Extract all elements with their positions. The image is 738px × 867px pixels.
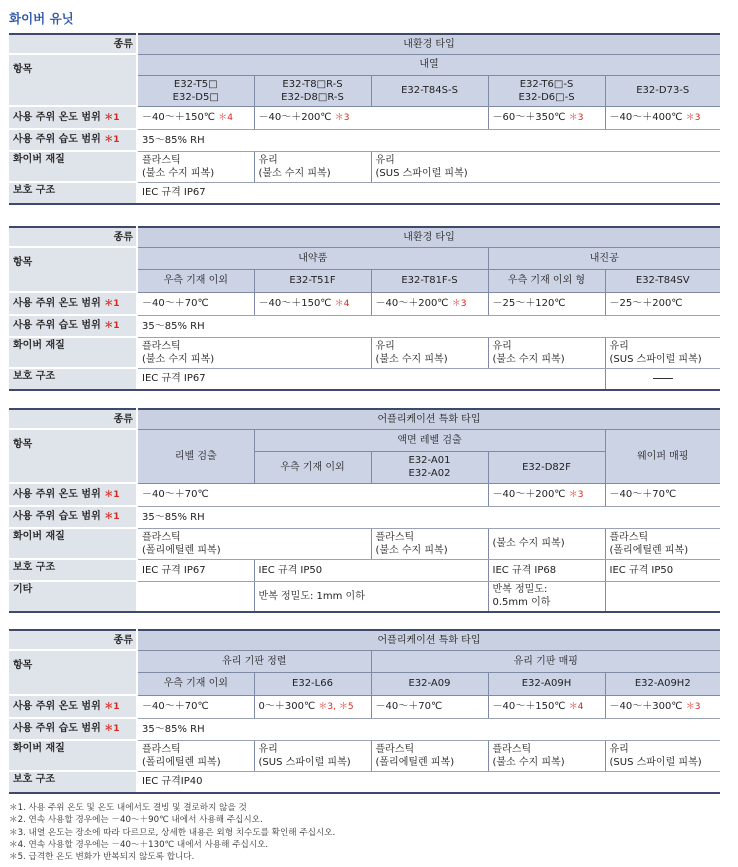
page-title: 화이버 유닛	[9, 11, 74, 26]
model-header: E32-T84S-S	[371, 75, 488, 106]
item-label: 항목	[9, 54, 137, 106]
model-header: E32-L66	[254, 672, 371, 695]
protection-value: IEC 규격 IP68	[488, 559, 605, 581]
material-value: 플라스틱 (폴리에틸렌 피복)	[137, 528, 371, 559]
model-header: 우측 기재 이외	[137, 672, 254, 695]
material-value: 플라스틱 (불소 수지 피복)	[488, 740, 605, 771]
temp-value: －60～＋350℃ ＊3	[488, 106, 605, 129]
type-label: 종류	[9, 630, 137, 650]
other-value: 반복 정밀도: 0.5mm 이하	[488, 581, 605, 612]
protection-value: IEC 규격IP40	[137, 771, 720, 793]
material-value: 유리 (불소 수지 피복)	[371, 337, 488, 368]
other-label: 기타	[9, 581, 137, 612]
temp-label: 사용 주위 온도 범위 ＊1	[9, 695, 137, 718]
humidity-value: 35～85% RH	[137, 718, 720, 740]
sub-header: 내진공	[488, 247, 720, 269]
model-header: E32-T84SV	[605, 269, 720, 292]
material-value: 플라스틱 (폴리에틸렌 피복)	[137, 740, 254, 771]
protection-value: IEC 규격 IP67	[137, 559, 254, 581]
model-header: E32-D73-S	[605, 75, 720, 106]
temp-value: －40～＋300℃ ＊3	[605, 695, 720, 718]
temp-value: －40～＋150℃ ＊4	[137, 106, 254, 129]
model-header: 우측 기재 이외	[254, 451, 371, 483]
type-label: 종류	[9, 34, 137, 54]
temp-value: －40～＋150℃ ＊4	[254, 292, 371, 315]
sub-header: 내약품	[137, 247, 488, 269]
protection-label: 보호 구조	[9, 368, 137, 390]
humidity-label: 사용 주위 습도 범위 ＊1	[9, 718, 137, 740]
category-header: 어플리케이션 특화 타입	[137, 630, 720, 650]
model-header: E32-A01 E32-A02	[371, 451, 488, 483]
item-label: 항목	[9, 650, 137, 695]
humidity-label: 사용 주위 습도 범위 ＊1	[9, 315, 137, 337]
material-value: 유리 (불소 수지 피복)	[254, 151, 371, 182]
temp-value: 0～＋300℃ ＊3, ＊5	[254, 695, 371, 718]
footnotes	[9, 802, 720, 863]
footnote: ＊2. 연속 사용할 경우에는 －40～＋90℃ 내에서 사용해 주십시오.	[9, 815, 263, 826]
material-label: 화이버 재질	[9, 528, 137, 559]
temp-label: 사용 주위 온도 범위 ＊1	[9, 292, 137, 315]
temp-value: －40～＋70℃	[371, 695, 488, 718]
material-label: 화이버 재질	[9, 740, 137, 771]
material-value: 플라스틱 (폴리에틸렌 피복)	[371, 740, 488, 771]
model-header: E32-T8□R-S E32-D8□R-S	[254, 75, 371, 106]
model-header: 우측 기재 이외 형	[488, 269, 605, 292]
protection-value: IEC 규격 IP67	[137, 368, 605, 390]
protection-value-none	[605, 368, 720, 390]
type-label: 종류	[9, 409, 137, 429]
model-header: E32-D82F	[488, 451, 605, 483]
category-header: 어플리케이션 특화 타입	[137, 409, 720, 429]
sub-header: 내열	[137, 54, 720, 75]
category-header: 내환경 타입	[137, 227, 720, 247]
material-value: (불소 수지 피복)	[488, 528, 605, 559]
material-value: 유리 (SUS 스파이럴 피복)	[605, 740, 720, 771]
type-label: 종류	[9, 227, 137, 247]
temp-label: 사용 주위 온도 범위 ＊1	[9, 106, 137, 129]
temp-value: －40～＋70℃	[137, 292, 254, 315]
footnote: ＊3. 내열 온도는 장소에 따라 다르므로, 상세한 내용은 외형 치수도를 확인해 주십시오.	[9, 827, 336, 838]
other-value: 반복 정밀도: 1mm 이하	[254, 581, 488, 612]
temp-value: －40～＋70℃	[137, 695, 254, 718]
material-value: 플라스틱 (불소 수지 피복)	[371, 528, 488, 559]
material-value: 플라스틱 (불소 수지 피복)	[137, 337, 371, 368]
temp-value: －40～＋70℃	[137, 483, 488, 506]
humidity-value: 35～85% RH	[137, 506, 720, 528]
model-header: E32-A09H	[488, 672, 605, 695]
model-header: E32-T51F	[254, 269, 371, 292]
temp-value: －40～＋200℃ ＊3	[254, 106, 488, 129]
item-label: 항목	[9, 247, 137, 292]
sub-header: 유리 기판 매핑	[371, 650, 720, 672]
liquid-level-header: 액면 레벨 검출	[254, 429, 605, 451]
temp-value: －40～＋200℃ ＊3	[371, 292, 488, 315]
model-header: E32-A09H2	[605, 672, 720, 695]
level-detect-header: 리벨 검출	[137, 429, 254, 483]
item-label: 항목	[9, 429, 137, 483]
footnote: ＊1. 사용 주위 온도 및 온도 내에서도 결빙 및 결로하지 않을 것	[9, 803, 247, 813]
temp-value: －25～＋200℃	[605, 292, 720, 315]
temp-value: －40～＋150℃ ＊4	[488, 695, 605, 718]
spec-table-chemical-vacuum	[9, 226, 720, 391]
temp-label: 사용 주위 온도 범위 ＊1	[9, 483, 137, 506]
protection-label: 보호 구조	[9, 559, 137, 581]
material-value: 플라스틱 (불소 수지 피복)	[137, 151, 254, 182]
humidity-value: 35～85% RH	[137, 129, 720, 151]
model-header: E32-T6□-S E32-D6□-S	[488, 75, 605, 106]
sub-header: 유리 기판 정렬	[137, 650, 371, 672]
protection-value: IEC 규격 IP67	[137, 182, 720, 204]
protection-label: 보호 구조	[9, 182, 137, 204]
material-label: 화이버 재질	[9, 151, 137, 182]
humidity-value: 35～85% RH	[137, 315, 720, 337]
model-header: 우측 기재 이외	[137, 269, 254, 292]
humidity-label: 사용 주위 습도 범위 ＊1	[9, 129, 137, 151]
category-header: 내환경 타입	[137, 34, 720, 54]
material-value: 유리 (SUS 스파이럴 피복)	[371, 151, 720, 182]
material-value: 유리 (SUS 스파이럴 피복)	[605, 337, 720, 368]
humidity-label: 사용 주위 습도 범위 ＊1	[9, 506, 137, 528]
model-header: E32-T81F-S	[371, 269, 488, 292]
spec-table-application-2	[9, 629, 720, 794]
material-value: 유리 (불소 수지 피복)	[488, 337, 605, 368]
material-value: 플라스틱 (폴리에틸렌 피복)	[605, 528, 720, 559]
footnote: ＊4. 연속 사용할 경우에는 －40～＋130℃ 내에서 사용해 주십시오.	[9, 839, 269, 850]
protection-label: 보호 구조	[9, 771, 137, 793]
material-label: 화이버 재질	[9, 337, 137, 368]
model-header: E32-A09	[371, 672, 488, 695]
other-value-empty	[605, 581, 720, 612]
spec-table-heat-resistant	[9, 33, 720, 205]
protection-value: IEC 규격 IP50	[605, 559, 720, 581]
spec-table-application-1	[9, 408, 720, 613]
wafer-mapping-header: 웨이퍼 매핑	[605, 429, 720, 483]
material-value: 유리 (SUS 스파이럴 피복)	[254, 740, 371, 771]
model-header: E32-T5□ E32-D5□	[137, 75, 254, 106]
footnote: ＊5. 급격한 온도 변화가 반복되지 않도록 합니다.	[9, 852, 195, 863]
temp-value: －40～＋70℃	[605, 483, 720, 506]
temp-value: －40～＋400℃ ＊3	[605, 106, 720, 129]
temp-value: －25～＋120℃	[488, 292, 605, 315]
temp-value: －40～＋200℃ ＊3	[488, 483, 605, 506]
other-value-empty	[137, 581, 254, 612]
protection-value: IEC 규격 IP50	[254, 559, 488, 581]
